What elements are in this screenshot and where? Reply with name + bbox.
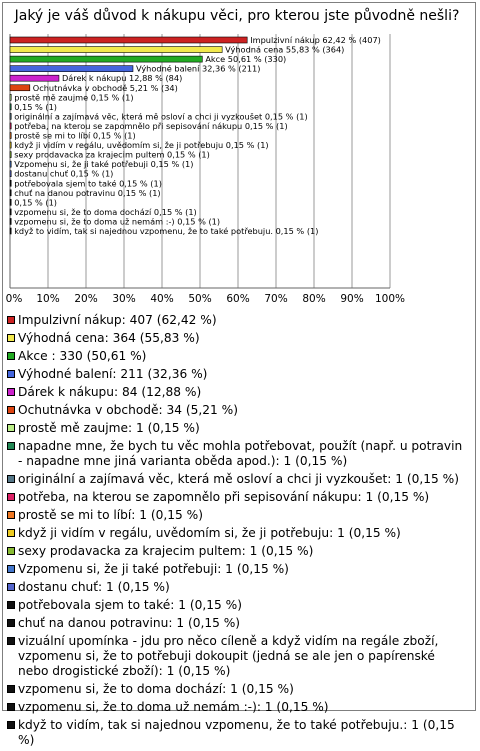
legend-label: chuť na danou potravinu: 1 (0,15 %)	[18, 616, 241, 630]
legend-label: Výhodné balení: 211 (32,36 %)	[18, 367, 208, 381]
bar-label: Výhodné balení 32,36 % (211)	[135, 63, 261, 74]
bar-label: sexy prodavacka za krajecim pultem 0,15 % (1)	[14, 149, 210, 160]
legend-swatch	[7, 370, 15, 378]
legend-item	[6, 385, 468, 400]
legend-swatch	[7, 388, 15, 396]
legend-label: když ji vidím v regálu, uvědomím si, že ji potřebuju: 1 (0,15 %)	[18, 526, 401, 540]
legend-label: Akce : 330 (50,61 %)	[18, 349, 147, 363]
x-tick-label: 0%	[5, 293, 23, 305]
x-tick-label: 10%	[36, 293, 60, 305]
bar	[10, 180, 11, 186]
legend-swatch	[7, 601, 15, 609]
legend-item	[6, 403, 468, 418]
legend-swatch	[7, 583, 15, 591]
bar-label: Ochutnávka v obchodě 5,21 % (34)	[32, 82, 178, 93]
bar-label: vzpomenu si, že to doma už nemám :-) 0,15 % (1)	[14, 216, 221, 227]
bar	[10, 209, 11, 215]
chart-title: Jaký je váš důvod k nákupu věci, pro kterou jste původně nešli?	[14, 8, 460, 24]
legend-item	[6, 313, 468, 328]
bar	[10, 56, 202, 62]
legend-swatch	[7, 475, 15, 483]
x-tick-label: 30%	[112, 293, 136, 305]
bar	[10, 85, 30, 91]
legend-swatch	[7, 352, 15, 360]
bar-label: potřebovala sjem to také 0,15 % (1)	[14, 178, 162, 189]
bar	[10, 75, 59, 81]
legend-label: prostě se mi to líbí: 1 (0,15 %)	[18, 508, 204, 522]
bar	[10, 171, 11, 177]
legend-label: sexy prodavacka za krajecim pultem: 1 (0,15 %)	[18, 544, 314, 558]
bar-label: když ji vidím v regálu, uvědomím si, že ji potřebuju 0,15 % (1)	[14, 140, 269, 151]
legend-label: potřeba, na kterou se zapomnělo při sepisování nákupu: 1 (0,15 %)	[18, 490, 430, 504]
legend-label: vizuální upomínka - jdu pro něco cíleně a když vidím na regále zboží, vzpomenu si, že to potřebuji dokoupit (jedná se ale jen o papírenské nebo drogistické zboží): 1 (0,15 %)	[18, 634, 439, 678]
legend-swatch	[7, 493, 15, 501]
legend-label: originální a zajímavá věc, která mě osloví a chci ji vyzkoušet: 1 (0,15 %)	[18, 472, 459, 486]
legend-swatch	[7, 547, 15, 555]
legend-item	[6, 562, 468, 577]
legend-label: prostě mě zaujme: 1 (0,15 %)	[18, 421, 200, 435]
bar	[10, 199, 11, 205]
bar-label: prostě mě zaujme 0,15 % (1)	[14, 92, 134, 103]
bar-label: potřeba, na kterou se zapomnělo při sepisování nákupu 0,15 % (1)	[14, 120, 288, 131]
x-tick-label: 80%	[302, 293, 326, 305]
legend-swatch	[7, 565, 15, 573]
x-tick-label: 60%	[226, 293, 250, 305]
bar	[10, 113, 11, 119]
legend-item	[6, 544, 468, 559]
legend-label: Vzpomenu si, že ji také potřebuji: 1 (0,15 %)	[18, 562, 289, 576]
legend-item	[6, 718, 468, 748]
legend-item	[6, 616, 468, 631]
bar-label: prostě se mi to líbí 0,15 % (1)	[14, 130, 136, 141]
bar	[10, 152, 11, 158]
bar-chart	[0, 0, 480, 310]
legend-label: Ochutnávka v obchodě: 34 (5,21 %)	[18, 403, 238, 417]
bar	[10, 123, 11, 129]
bar-label: originální a zajímavá věc, která mě osloví a chci ji vyzkoušet 0,15 % (1)	[14, 111, 308, 122]
legend-item	[6, 490, 468, 505]
bar-label: Akce 50,61 % (330)	[205, 54, 287, 65]
bar-label: dostanu chuť 0,15 % (1)	[14, 168, 114, 179]
legend-label: napadne mne, že bych tu věc mohla potřebovat, použít (např. u potravin - napadne mne jiná varianta oběda apod.): 1 (0,15 %)	[18, 439, 463, 468]
legend-swatch	[7, 334, 15, 342]
legend-label: Dárek k nákupu: 84 (12,88 %)	[18, 385, 202, 399]
legend-item	[6, 598, 468, 613]
bar	[10, 47, 222, 53]
x-tick-label: 90%	[340, 293, 364, 305]
legend-item	[6, 421, 468, 436]
legend-item	[6, 526, 468, 541]
legend-label: Impulzivní nákup: 407 (62,42 %)	[18, 313, 217, 327]
legend-item	[6, 700, 468, 715]
x-tick-label: 20%	[74, 293, 98, 305]
legend-swatch	[7, 703, 15, 711]
bar	[10, 37, 247, 43]
x-tick-label: 100%	[374, 293, 406, 305]
legend-swatch	[7, 619, 15, 627]
bar	[10, 142, 11, 148]
bar	[10, 104, 11, 110]
legend-swatch	[7, 685, 15, 693]
bar-label: Výhodná cena 55,83 % (364)	[225, 44, 345, 55]
legend-item	[6, 367, 468, 382]
bar-label: 0,15 % (1)	[14, 101, 58, 112]
bar-label: Dárek k nákupu 12,88 % (84)	[61, 73, 183, 84]
legend-swatch	[7, 721, 15, 729]
bar-label: když to vidím, tak si najednou vzpomenu, že to také potřebuju. 0,15 % (1)	[14, 226, 319, 236]
legend-item	[6, 580, 468, 595]
legend-item	[6, 508, 468, 523]
legend-label: dostanu chuť: 1 (0,15 %)	[18, 580, 170, 594]
bar	[10, 66, 133, 72]
legend-item	[6, 349, 468, 364]
x-tick-label: 40%	[150, 293, 174, 305]
legend-label: potřebovala sjem to také: 1 (0,15 %)	[18, 598, 242, 612]
bar-label: 0,15 % (1)	[14, 197, 58, 208]
legend-label: Výhodná cena: 364 (55,83 %)	[18, 331, 200, 345]
bar-label: vzpomenu si, že to doma dochází 0,15 % (1)	[14, 206, 197, 217]
legend-item	[6, 682, 468, 697]
bar-label: Vzpomenu si, že ji také potřebuji 0,15 % (1)	[14, 159, 194, 170]
bar	[10, 161, 11, 167]
x-tick-label: 70%	[264, 293, 288, 305]
legend-swatch	[7, 529, 15, 537]
legend-swatch	[7, 511, 15, 519]
bar-label: chuť na danou potravinu 0,15 % (1)	[14, 187, 161, 198]
chart-legend	[6, 313, 468, 751]
legend-swatch	[7, 316, 15, 324]
legend-item	[6, 331, 468, 346]
legend-swatch	[7, 424, 15, 432]
legend-item	[6, 439, 468, 469]
bar	[10, 228, 11, 234]
legend-swatch	[7, 442, 15, 450]
bar	[10, 218, 11, 224]
x-tick-label: 50%	[188, 293, 212, 305]
legend-item	[6, 634, 468, 679]
legend-label: vzpomenu si, že to doma už nemám :-): 1 (0,15 %)	[18, 700, 329, 714]
legend-swatch	[7, 406, 15, 414]
legend-item	[6, 472, 468, 487]
bar-label: Impulzivní nákup 62,42 % (407)	[250, 35, 381, 45]
legend-label: když to vidím, tak si najednou vzpomenu, že to také potřebuju.: 1 (0,15 %)	[18, 718, 455, 747]
bar	[10, 133, 11, 139]
bar	[10, 94, 11, 100]
legend-swatch	[7, 637, 15, 645]
legend-label: vzpomenu si, že to doma dochází: 1 (0,15 %)	[18, 682, 294, 696]
bar	[10, 190, 11, 196]
